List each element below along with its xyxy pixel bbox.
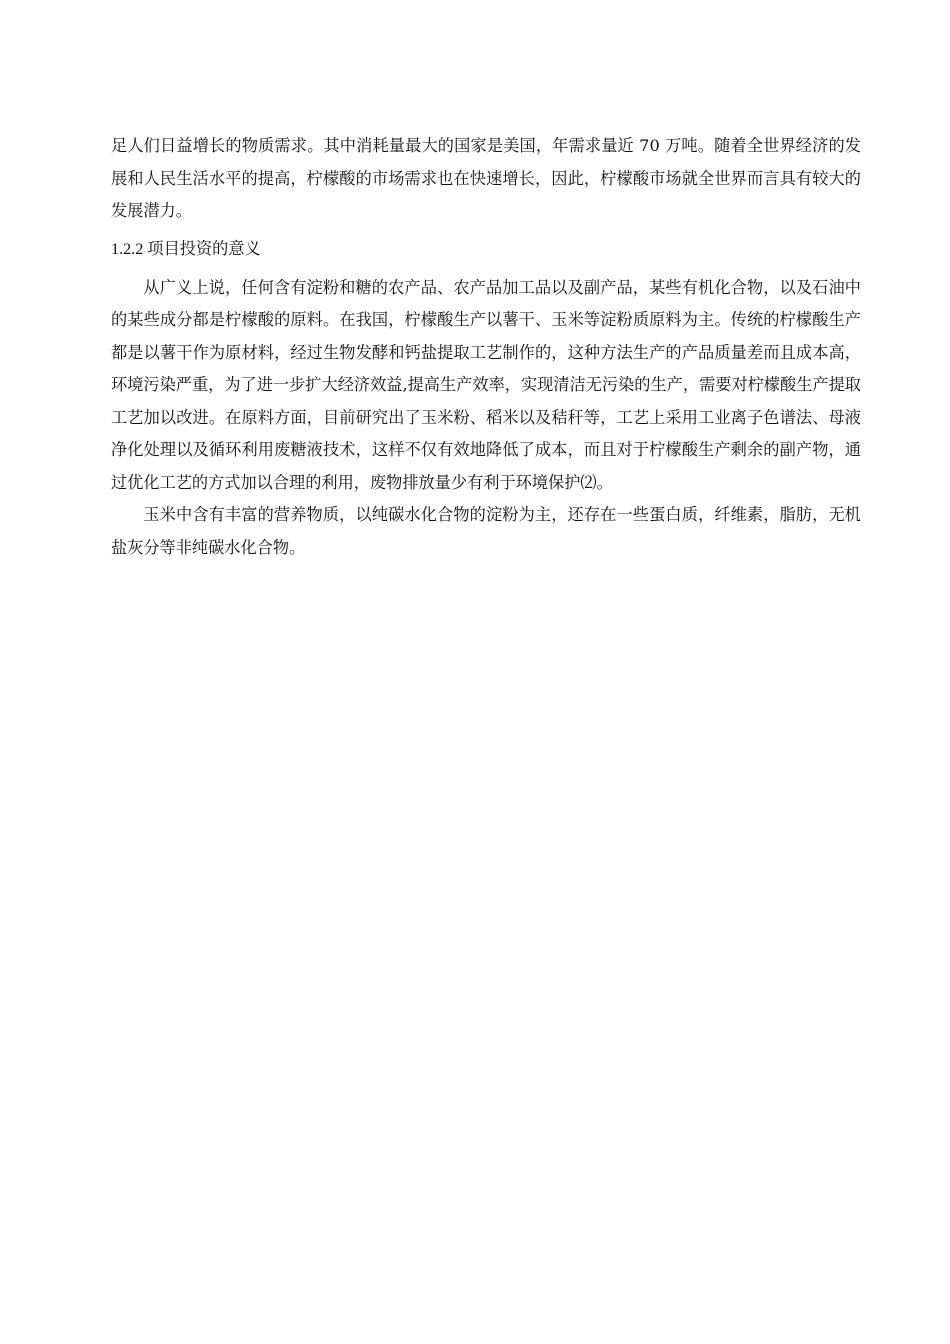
section-title: 项目投资的意义 bbox=[147, 239, 261, 258]
section-number: 1.2.2 bbox=[111, 239, 144, 258]
paragraph-market-demand: 足人们日益增长的物质需求。其中消耗量最大的国家是美国，年需求量近 70 万吨。随着全世界经济的发展和人民生活水平的提高，柠檬酸的市场需求也在快速增长，因此，柠檬酸市场就全世界而言具有较大的发展潜力。 bbox=[111, 136, 861, 220]
paragraph-raw-materials: 从广义上说，任何含有淀粉和糖的农产品、农产品加工品以及副产品，某些有机化合物，以及石油中的某些成分都是柠檬酸的原料。在我国，柠檬酸生产以薯干、玉米等淀粉质原料为主。传统的柠檬酸生产都是以薯干作为原材料，经过生物发酵和钙盐提取工艺制作的，这种方法生产的产品质量差而且成本高，环境污染严重，为了进一步扩大经济效益,提高生产效率，实现清洁无污染的生产，需要对柠檬酸生产提取工艺加以改进。在原料方面，目前研究出了玉米粉、稻米以及秸秆等，工艺上采用工业离子色谱法、母液净化处理以及循环利用废糖液技术，这样不仅有效地降低了成本，而且对于柠檬酸生产剩余的副产物，通过优化工艺的方式加以合理的利用，废物排放量少有利于环境保护⑵。 bbox=[111, 277, 861, 492]
section-heading bbox=[111, 237, 861, 261]
paragraph-corn-nutrients: 玉米中含有丰富的营养物质，以纯碳水化合物的淀粉为主，还存在一些蛋白质，纤维素，脂肪，无机盐灰分等非纯碳水化合物。 bbox=[111, 505, 861, 557]
document-body bbox=[111, 130, 861, 564]
